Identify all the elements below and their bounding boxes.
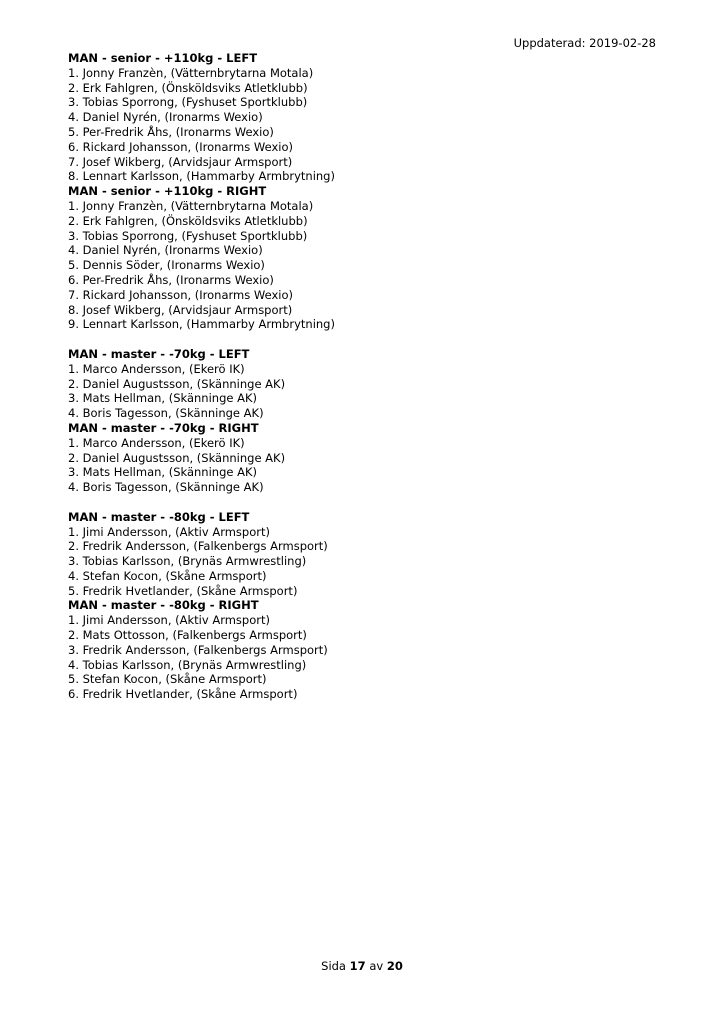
section-heading: MAN - master - -80kg - RIGHT (68, 598, 259, 613)
result-entry: 2. Mats Ottosson, (Falkenbergs Armsport) (68, 628, 307, 643)
result-entry: 2. Erk Fahlgren, (Önsköldsviks Atletklubb) (68, 80, 308, 95)
result-entry: 9. Lennart Karlsson, (Hammarby Armbrytning) (68, 317, 335, 332)
result-entry: 7. Josef Wikberg, (Arvidsjaur Armsport) (68, 154, 293, 169)
result-entry: 3. Fredrik Andersson, (Falkenbergs Armsport) (68, 642, 328, 657)
result-entry: 1. Marco Andersson, (Ekerö IK) (68, 361, 245, 376)
results-section (68, 51, 628, 184)
footer-prefix: Sida (321, 959, 346, 973)
result-entry: 5. Fredrik Hvetlander, (Skåne Armsport) (68, 583, 298, 598)
result-entry: 3. Mats Hellman, (Skänninge AK) (68, 391, 257, 406)
result-entry: 7. Rickard Johansson, (Ironarms Wexio) (68, 287, 293, 302)
results-section (68, 347, 628, 421)
results-section (68, 421, 628, 495)
result-entry: 1. Jimi Andersson, (Aktiv Armsport) (68, 613, 270, 628)
section-heading: MAN - master - -70kg - RIGHT (68, 420, 259, 435)
result-entry: 4. Boris Tagesson, (Skänninge AK) (68, 406, 264, 421)
result-entry: 4. Daniel Nyrén, (Ironarms Wexio) (68, 110, 263, 125)
result-entry: 1. Jonny Franzèn, (Vätternbrytarna Motala) (68, 65, 314, 80)
result-entry: 6. Rickard Johansson, (Ironarms Wexio) (68, 139, 293, 154)
result-entry: 2. Daniel Augustsson, (Skänninge AK) (68, 376, 286, 391)
result-entry: 6. Fredrik Hvetlander, (Skåne Armsport) (68, 687, 298, 702)
result-entry: 1. Jimi Andersson, (Aktiv Armsport) (68, 524, 270, 539)
results-list (68, 51, 628, 702)
section-heading: MAN - master - -80kg - LEFT (68, 509, 250, 524)
result-entry: 8. Lennart Karlsson, (Hammarby Armbrytning) (68, 169, 335, 184)
result-entry: 1. Jonny Franzèn, (Vätternbrytarna Motala) (68, 198, 314, 213)
section-heading: MAN - senior - +110kg - LEFT (68, 51, 258, 65)
total-pages-number: 20 (386, 959, 403, 973)
section-heading: MAN - master - -70kg - LEFT (68, 346, 250, 361)
result-entry: 5. Stefan Kocon, (Skåne Armsport) (68, 672, 267, 687)
result-entry: 4. Tobias Karlsson, (Brynäs Armwrestling) (68, 657, 307, 672)
section-heading: MAN - senior - +110kg - RIGHT (68, 184, 267, 199)
result-entry: 3. Tobias Sporrong, (Fyshuset Sportklubb) (68, 228, 308, 243)
result-entry: 2. Fredrik Andersson, (Falkenbergs Armsport) (68, 539, 328, 554)
current-page-number: 17 (349, 959, 366, 973)
result-entry: 4. Stefan Kocon, (Skåne Armsport) (68, 568, 267, 583)
page-footer (0, 959, 724, 973)
result-entry: 2. Daniel Augustsson, (Skänninge AK) (68, 450, 286, 465)
result-entry: 4. Daniel Nyrén, (Ironarms Wexio) (68, 243, 263, 258)
result-entry: 5. Dennis Söder, (Ironarms Wexio) (68, 258, 265, 273)
result-entry: 5. Per-Fredrik Åhs, (Ironarms Wexio) (68, 124, 274, 139)
result-entry: 3. Tobias Karlsson, (Brynäs Armwrestling) (68, 554, 307, 569)
result-entry: 4. Boris Tagesson, (Skänninge AK) (68, 480, 264, 495)
result-entry: 6. Per-Fredrik Åhs, (Ironarms Wexio) (68, 272, 274, 287)
results-section (68, 184, 628, 332)
updated-date: Uppdaterad: 2019-02-28 (513, 36, 656, 50)
footer-separator: av (369, 959, 384, 973)
results-section (68, 598, 628, 702)
result-entry: 8. Josef Wikberg, (Arvidsjaur Armsport) (68, 302, 293, 317)
result-entry: 3. Tobias Sporrong, (Fyshuset Sportklubb) (68, 95, 308, 110)
results-section (68, 510, 628, 599)
result-entry: 2. Erk Fahlgren, (Önsköldsviks Atletklubb) (68, 213, 308, 228)
result-entry: 3. Mats Hellman, (Skänninge AK) (68, 465, 257, 480)
result-entry: 1. Marco Andersson, (Ekerö IK) (68, 435, 245, 450)
